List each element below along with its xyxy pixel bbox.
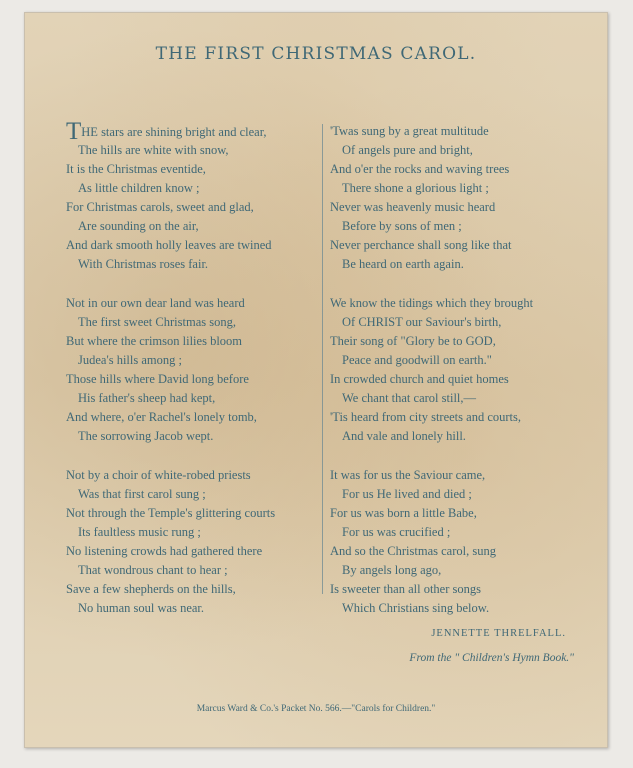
verse-line-text: HE stars are shining bright and clear, xyxy=(81,125,267,139)
verse-line xyxy=(66,141,322,160)
verse-line-text: Not through the Temple's glittering courts xyxy=(66,506,276,520)
verse-line xyxy=(330,179,590,198)
verse-line-text: Those hills where David long before xyxy=(66,372,249,386)
verse-line xyxy=(330,255,590,274)
verse-line-text: But where the crimson lilies bloom xyxy=(66,334,243,348)
verse-line-text: Be heard on earth again. xyxy=(342,257,464,271)
verse-line-text: We chant that carol still,— xyxy=(342,391,477,405)
verse-line-text: Never was heavenly music heard xyxy=(330,200,496,214)
verse-line-text: Peace and goodwill on earth." xyxy=(342,353,492,367)
verse-line-text: For us He lived and died ; xyxy=(342,487,472,501)
verse-line-text: Before by sons of men ; xyxy=(342,219,462,233)
verse-line-text: Not in our own dear land was heard xyxy=(66,296,245,310)
verse-line xyxy=(66,485,322,504)
left-column xyxy=(66,118,322,638)
verse-line xyxy=(330,523,590,542)
verse-line-text: No listening crowds had gathered there xyxy=(66,544,263,558)
left-stanza xyxy=(66,294,322,446)
verse-line-text: Its faultless music rung ; xyxy=(78,525,201,539)
verse-line xyxy=(330,332,590,351)
verse-line xyxy=(66,160,322,179)
verse-line-text: For us was born a little Babe, xyxy=(330,506,477,520)
verse-line-text: Judea's hills among ; xyxy=(78,353,182,367)
verse-line-text: 'Tis heard from city streets and courts, xyxy=(330,410,521,424)
right-stanza xyxy=(330,294,590,446)
publisher-footer: Marcus Ward & Co.'s Packet No. 566.—"Carols for Children." xyxy=(196,704,436,714)
verse-line-text: The hills are white with snow, xyxy=(78,143,229,157)
verse-line-text: Of angels pure and bright, xyxy=(342,143,473,157)
verse-line-text: Was that first carol sung ; xyxy=(78,487,206,501)
verse-line xyxy=(66,294,322,313)
column-divider xyxy=(322,124,323,594)
verse-line xyxy=(330,504,590,523)
left-stanza xyxy=(66,466,322,618)
verse-line xyxy=(330,294,590,313)
verse-line xyxy=(330,141,590,160)
verse-line-text: The first sweet Christmas song, xyxy=(78,315,236,329)
verse-line-text: Not by a choir of white-robed priests xyxy=(66,468,251,482)
verse-line xyxy=(66,580,322,599)
verse-line-text: The sorrowing Jacob wept. xyxy=(78,429,214,443)
verse-line-text: His father's sheep had kept, xyxy=(78,391,216,405)
verse-line xyxy=(66,466,322,485)
verse-line xyxy=(66,217,322,236)
verse-line xyxy=(330,408,590,427)
verse-line-text: And vale and lonely hill. xyxy=(342,429,466,443)
verse-line xyxy=(66,542,322,561)
verse-line xyxy=(66,118,322,145)
right-column xyxy=(330,122,590,638)
verse-line-text: With Christmas roses fair. xyxy=(78,257,209,271)
verse-line xyxy=(330,122,590,141)
verse-line xyxy=(66,351,322,370)
verse-line xyxy=(66,504,322,523)
right-stanza xyxy=(330,466,590,618)
verse-line xyxy=(66,408,322,427)
verse-line-text: Their song of "Glory be to GOD, xyxy=(330,334,496,348)
verse-line-text: Is sweeter than all other songs xyxy=(330,582,482,596)
verse-line xyxy=(330,485,590,504)
verse-line xyxy=(66,313,322,332)
verse-line-text: Which Christians sing below. xyxy=(342,601,490,615)
verse-line-text: Save a few shepherds on the hills, xyxy=(66,582,236,596)
verse-line xyxy=(330,236,590,255)
verse-line xyxy=(330,313,590,332)
verse-line-text: As little children know ; xyxy=(78,181,200,195)
verse-line xyxy=(66,179,322,198)
left-stanza xyxy=(66,118,322,274)
verse-line-text: For Christmas carols, sweet and glad, xyxy=(66,200,254,214)
verse-line-text: For us was crucified ; xyxy=(342,525,451,539)
verse-line-text: And dark smooth holly leaves are twined xyxy=(66,238,272,252)
verse-line xyxy=(66,561,322,580)
verse-line xyxy=(66,599,322,618)
verse-line xyxy=(330,561,590,580)
source-attribution: From the " Children's Hymn Book." xyxy=(409,652,574,664)
verse-line xyxy=(66,198,322,217)
right-stanza xyxy=(330,122,590,274)
verse-line-text: In crowded church and quiet homes xyxy=(330,372,509,386)
verse-line xyxy=(66,523,322,542)
verse-line xyxy=(330,198,590,217)
poem-title: THE FIRST CHRISTMAS CAROL. xyxy=(155,44,477,64)
verse-line-text: It is the Christmas eventide, xyxy=(66,162,206,176)
verse-line-text: Are sounding on the air, xyxy=(78,219,199,233)
verse-line-text: And where, o'er Rachel's lonely tomb, xyxy=(66,410,257,424)
carol-card xyxy=(24,12,608,748)
verse-line-text: By angels long ago, xyxy=(342,563,442,577)
verse-line-text: Never perchance shall song like that xyxy=(330,238,512,252)
verse-line xyxy=(330,351,590,370)
verse-line xyxy=(66,236,322,255)
verse-line-text: That wondrous chant to hear ; xyxy=(78,563,228,577)
verse-line xyxy=(66,332,322,351)
verse-line xyxy=(66,427,322,446)
verse-line xyxy=(330,160,590,179)
verse-line-text: And so the Christmas carol, sung xyxy=(330,544,496,558)
drop-cap: T xyxy=(66,118,82,145)
verse-line xyxy=(330,389,590,408)
verse-line xyxy=(330,466,590,485)
verse-line xyxy=(66,389,322,408)
verse-line xyxy=(330,580,590,599)
verse-line-text: No human soul was near. xyxy=(78,601,205,615)
verse-line xyxy=(330,542,590,561)
verse-line xyxy=(330,217,590,236)
verse-line xyxy=(66,255,322,274)
verse-line-text: It was for us the Saviour came, xyxy=(330,468,486,482)
verse-line-text: We know the tidings which they brought xyxy=(330,296,534,310)
verse-line xyxy=(330,599,590,618)
verse-line xyxy=(330,370,590,389)
verse-line-text: There shone a glorious light ; xyxy=(342,181,489,195)
author-name: JENNETTE THRELFALL. xyxy=(431,628,566,639)
verse-line-text: Of CHRIST our Saviour's birth, xyxy=(342,315,502,329)
verse-line xyxy=(66,370,322,389)
verse-line xyxy=(330,427,590,446)
verse-line-text: And o'er the rocks and waving trees xyxy=(330,162,510,176)
verse-line-text: 'Twas sung by a great multitude xyxy=(330,124,489,138)
